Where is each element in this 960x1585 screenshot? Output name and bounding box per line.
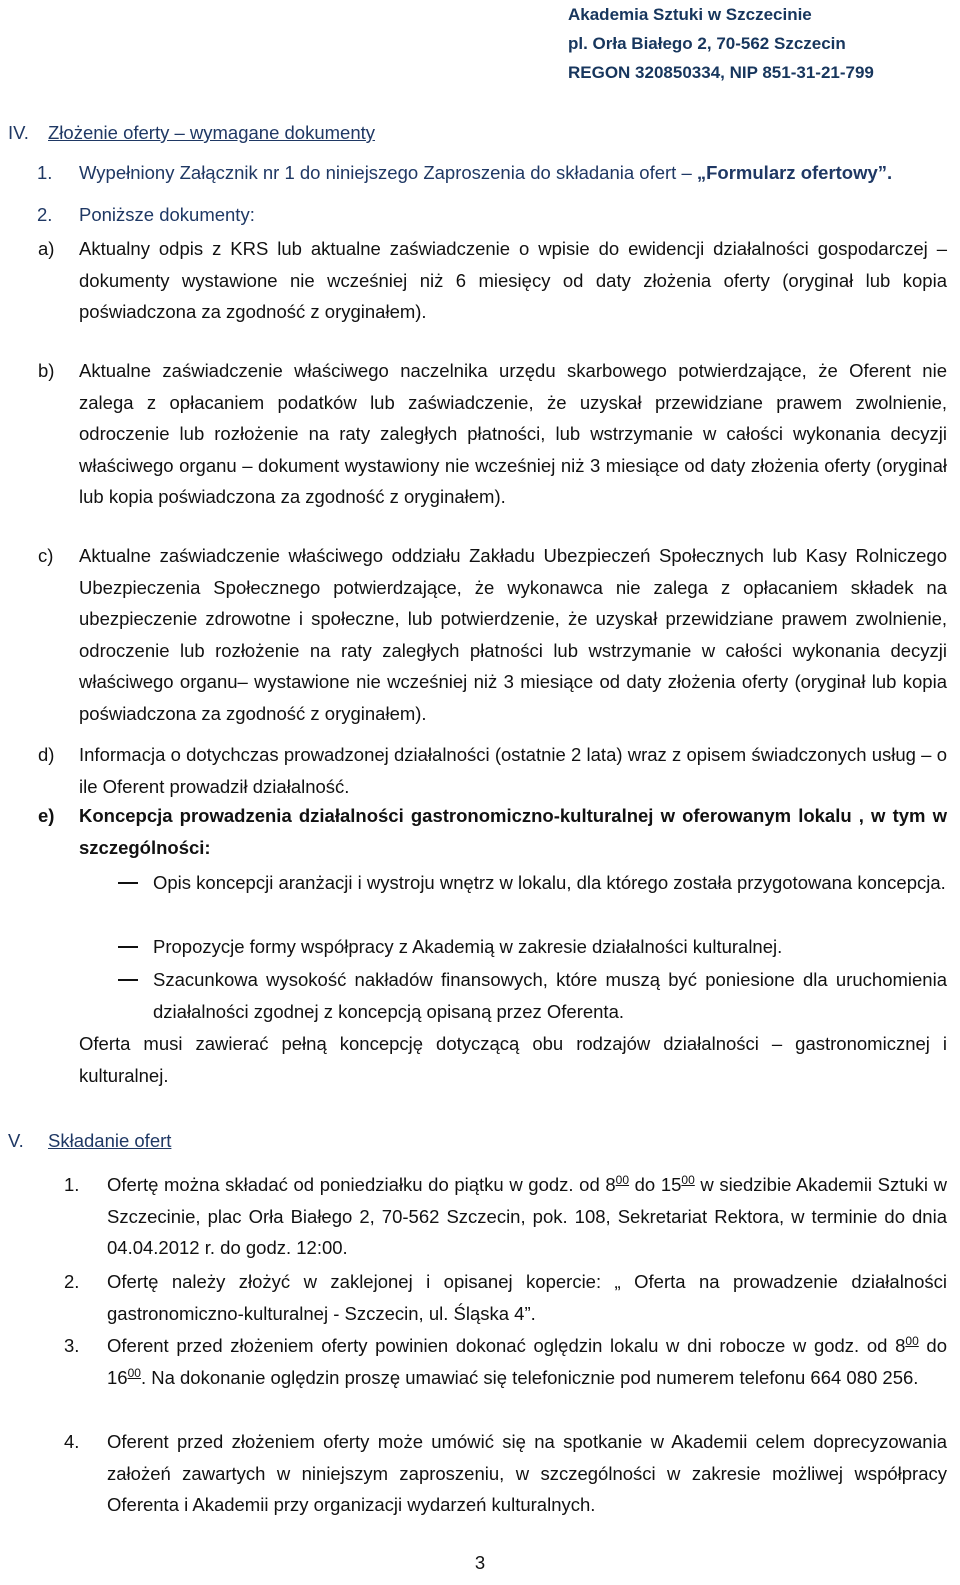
text-part: w siedzibie Akademii Sztuki w Szczecinie, plac Orła Białego 2, 70-562 Szczecin, pok. 108, Sekretariat Rektora, w terminie do dnia 04.04.2012 r. do godz. 12:00. — [107, 1174, 948, 1258]
item-d-text: Informacja o dotychczas prowadzonej działalności (ostatnie 2 lata) wraz z opisem świadczonych usług – o ile Oferent prowadził działalność. — [79, 744, 947, 797]
item-b-text: Aktualne zaświadczenie właściwego naczelnika urzędu skarbowego potwierdzające, że Oferent nie zalega z opłacaniem podatków lub zaświadczenie, że uzyskał przewidziane prawem zwolnienie, odroczenie lub rozłożenie na raty zaległych płatności, lub wstrzymanie w całości wykonania decyzji właściwego organu – dokument wystawiony nie wcześniej niż 3 miesiące od daty złożenia oferty (oryginał lub kopia poświadczona za zgodność z oryginałem). — [79, 360, 947, 507]
text-part: do 15 — [629, 1174, 682, 1195]
item-number: 2. — [37, 204, 53, 225]
section-5-heading — [8, 1125, 171, 1157]
section-4-title: Złożenie oferty – wymagane dokumenty — [48, 122, 376, 143]
text-part: . Na dokonanie oględzin proszę umawiać się telefonicznie pod numerem telefonu 664 080 256. — [140, 1366, 919, 1388]
bullet-text: Propozycje formy współpracy z Akademią w zakresie działalności kulturalnej. — [153, 936, 783, 957]
item-number: 2. — [64, 1271, 80, 1292]
item-marker: b) — [38, 360, 55, 381]
superscript: 00 — [905, 1334, 919, 1348]
header-registry: REGON 320850334, NIP 851-31-21-799 — [568, 63, 874, 82]
item-marker: e) — [38, 805, 55, 826]
item-text: Ofertę należy złożyć w zaklejonej i opisanej kopercie: „ Oferta na prowadzenie działalności gastronomiczno-kulturalnej - Szczecin, ul. Śląska 4”. — [107, 1271, 947, 1324]
text-part: do 16 — [107, 1335, 947, 1388]
section-4-heading — [8, 117, 375, 149]
item-2-text: Poniższe dokumenty: — [79, 204, 255, 225]
page-number: 3 — [474, 1552, 486, 1573]
section-5-title: Składanie ofert — [48, 1130, 172, 1151]
item-text — [79, 157, 947, 189]
item-number: 1. — [37, 162, 53, 183]
superscript: 00 — [615, 1173, 630, 1187]
dash-bullet-icon — [118, 979, 138, 981]
item-text — [107, 1169, 947, 1264]
item-marker: a) — [38, 238, 55, 259]
item-text — [107, 1330, 947, 1393]
header-address: pl. Orła Białego 2, 70-562 Szczecin — [568, 34, 846, 53]
page-header — [568, 0, 888, 87]
text-part: Ofertę można składać od poniedziałku do piątku w godz. od 8 — [107, 1174, 616, 1195]
bullet-text: Szacunkowa wysokość nakładów finansowych, które muszą być poniesione dla uruchomienia działalności zgodnej z koncepcją opisaną przez Oferenta. — [153, 969, 947, 1022]
item-a-text: Aktualny odpis z KRS lub aktualne zaświadczenie o wpisie do ewidencji działalności gospodarczej – dokumenty wystawione nie wcześniej niż 6 miesięcy od daty złożenia oferty (oryginał lub kopia poświadczona za zgodność z oryginałem). — [79, 238, 947, 322]
item-1-text: Wypełniony Załącznik nr 1 do niniejszego Zaproszenia do składania ofert – — [79, 162, 697, 183]
dash-bullet-icon — [118, 882, 138, 884]
item-marker: c) — [38, 545, 54, 566]
item-1-bold-text: „Formularz ofertowy”. — [696, 162, 893, 183]
bullet-text: Opis koncepcji aranżacji i wystroju wnętrz w lokalu, dla którego została przygotowana koncepcja. — [153, 872, 946, 893]
item-marker: d) — [38, 744, 55, 765]
dash-bullet-icon — [118, 946, 138, 948]
item-number: 3. — [64, 1335, 80, 1356]
item-text: Oferent przed złożeniem oferty może umówić się na spotkanie w Akademii celem doprecyzowania założeń zawartych w niniejszym zaproszeniu, w szczególności w zakresie możliwej współpracy Oferenta i Akademii przy organizacji wydarzeń kulturalnych. — [107, 1431, 947, 1515]
superscript: 00 — [127, 1365, 141, 1380]
section-4-number: IV. — [8, 122, 29, 143]
closing-paragraph: Oferta musi zawierać pełną koncepcję dotyczącą obu rodzajów działalności – gastronomicznej i kulturalnej. — [79, 1033, 947, 1086]
text-part: Oferent przed złożeniem oferty powinien dokonać oględzin lokalu w dni robocze w godz. od 8 — [107, 1335, 906, 1356]
section-5-number: V. — [8, 1130, 24, 1151]
item-number: 4. — [64, 1431, 80, 1452]
item-number: 1. — [64, 1174, 80, 1195]
superscript: 00 — [681, 1173, 695, 1187]
item-e-text: Koncepcja prowadzenia działalności gastronomiczno-kulturalnej w oferowanym lokalu , w tym w szczególności: — [79, 805, 947, 858]
item-c-text: Aktualne zaświadczenie właściwego oddziału Zakładu Ubezpieczeń Społecznych lub Kasy Rolniczego Ubezpieczenia Społecznego potwierdzające, że wykonawca nie zalega z opłacaniem składek na ubezpieczenie zdrowotne i społeczne, lub potwierdzenie, że uzyskał przewidziane prawem zwolnienie, odroczenie lub rozłożenie na raty zaległych płatności lub wstrzymanie w całości wykonania decyzji właściwego organu– wystawione nie wcześniej niż 3 miesiące od daty złożenia oferty (oryginał lub kopia poświadczona za zgodność z oryginałem). — [79, 545, 947, 724]
header-institution: Akademia Sztuki w Szczecinie — [568, 5, 812, 24]
